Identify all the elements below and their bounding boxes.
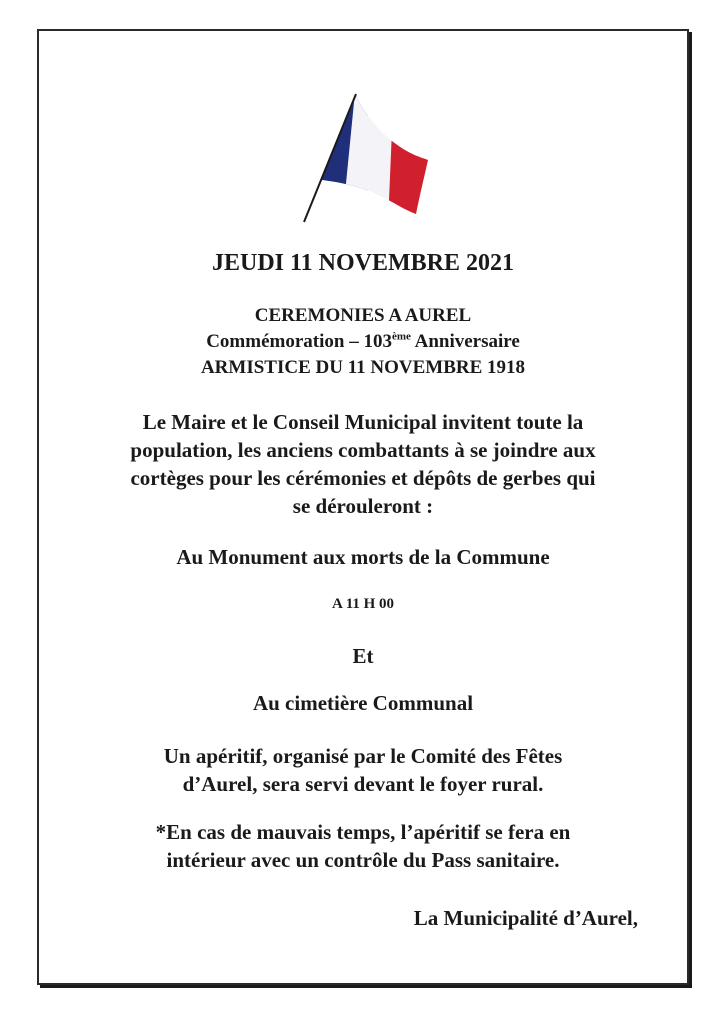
invitation-line: cortèges pour les cérémonies et dépôts de gerbes qui xyxy=(130,466,596,490)
commemoration-ordinal: ème xyxy=(391,330,411,343)
signature: La Municipalité d’Aurel, xyxy=(413,906,638,930)
ceremony-time: A 11 H 00 xyxy=(331,596,395,612)
french-flag-icon xyxy=(298,82,434,224)
weather-note xyxy=(37,818,689,874)
invitation-line: Le Maire et le Conseil Municipal invitent toute la xyxy=(142,410,584,434)
aperitif-line: Un apéritif, organisé par le Comité des Fêtes xyxy=(163,744,563,768)
aperitif-paragraph xyxy=(37,742,689,798)
weather-note-line: intérieur avec un contrôle du Pass sanitaire. xyxy=(166,848,560,872)
invitation-line: se dérouleront : xyxy=(292,494,434,518)
cemetery-location: Au cimetière Communal xyxy=(252,691,474,715)
aperitif-line: d’Aurel, sera servi devant le foyer rural. xyxy=(182,772,544,796)
invitation-line: population, les anciens combattants à se joindre aux xyxy=(130,438,596,462)
invitation-paragraph xyxy=(37,408,689,520)
flag-red-stripe xyxy=(388,82,434,224)
and-connector: Et xyxy=(352,644,374,668)
monument-location: Au Monument aux morts de la Commune xyxy=(176,545,550,569)
date-heading: JEUDI 11 NOVEMBRE 2021 xyxy=(211,250,515,276)
commemoration-heading xyxy=(37,331,689,353)
armistice-heading: ARMISTICE DU 11 NOVEMBRE 1918 xyxy=(200,357,526,378)
commemoration-prefix: Commémoration – 103 xyxy=(206,331,392,352)
weather-note-line: *En cas de mauvais temps, l’apéritif se fera en xyxy=(155,820,571,844)
commemoration-suffix: Anniversaire xyxy=(410,331,520,352)
ceremonies-heading: CEREMONIES A AUREL xyxy=(254,305,472,326)
